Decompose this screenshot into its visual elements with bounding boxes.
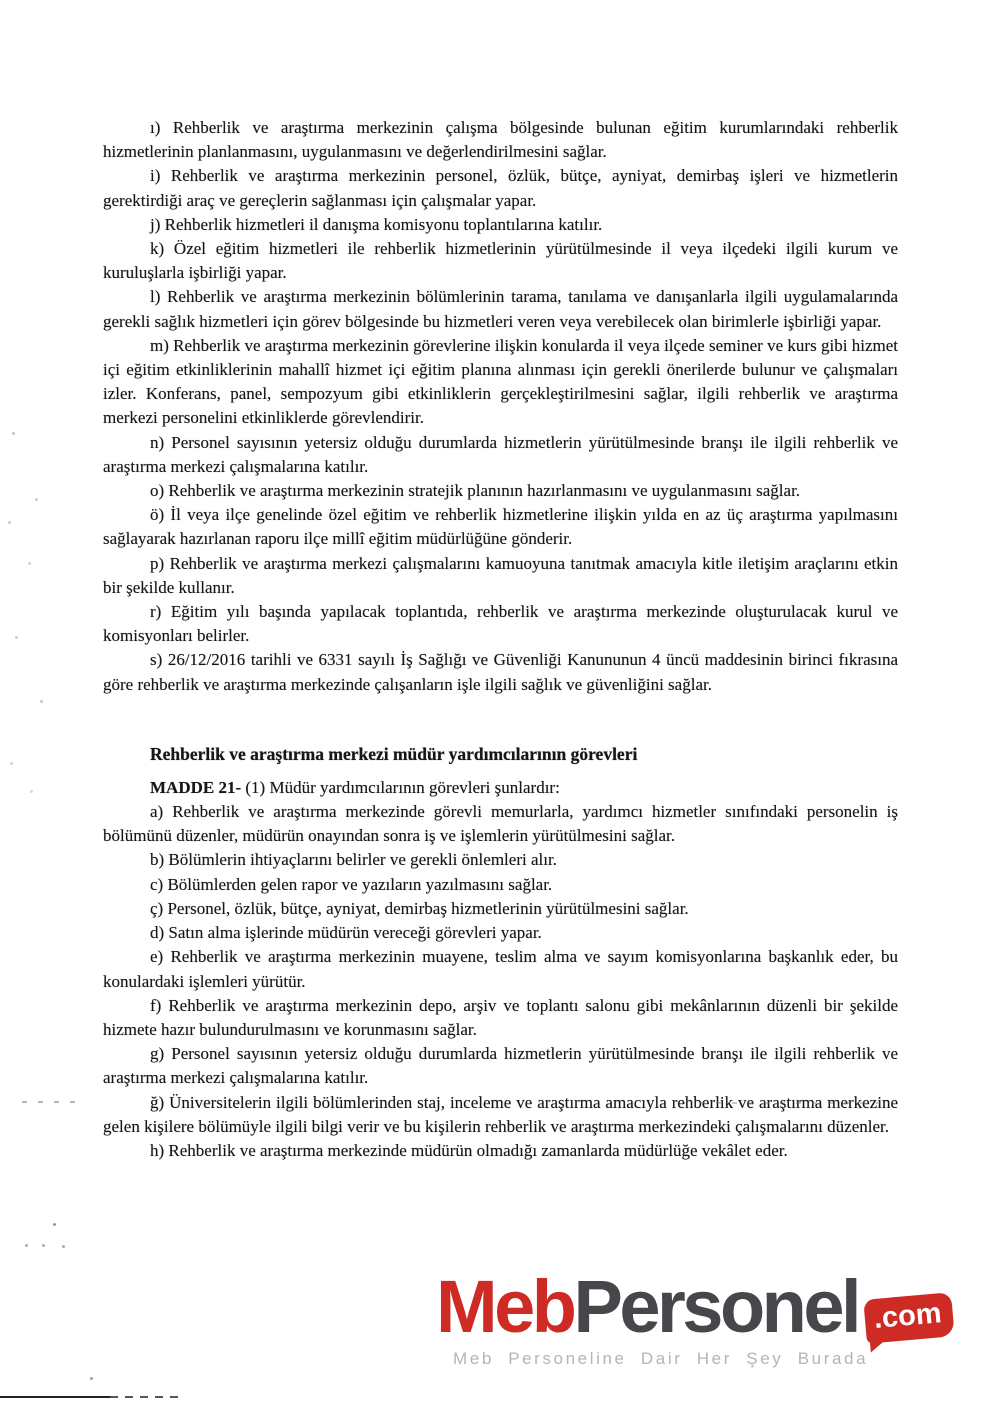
clause-j: j) Rehberlik hizmetleri il danışma komisyonu toplantılarına katılır. (150, 214, 603, 234)
article-21-label: MADDE 21- (150, 777, 242, 797)
article-21-intro (103, 776, 898, 800)
mebpersonel-logo (436, 1265, 953, 1369)
clause-i: i) Rehberlik ve araştırma merkezinin personel, özlük, bütçe, ayniyat, demirbaş işleri ve hizmetlerin gerektirdiği araç ve gereçlerin sağlanması için çalışmalar yapar. (103, 166, 898, 210)
clause-m: m) Rehberlik ve araştırma merkezinin görevlerine ilişkin konularda il veya ilçede seminer ve kurs gibi hizmet içi eğitim etkinliklerinin mahallî hizmet içi eğitim planına alınması için gerekli önerilerde bulunur ve çalışmaları izler. Konferans, panel, sempozyum gibi etkinliklerin gerçekleştirilmesini sağlar, ilgili rehberlik ve araştırma merkezi personelini etkinliklerde görevlendirir. (103, 335, 898, 428)
clause-s: s) 26/12/2016 tarihli ve 6331 sayılı İş Sağlığı ve Güvenliği Kanununun 4 üncü maddesinin birinci fıkrasına göre rehberlik ve araştırma merkezinde çalışanların işle ilgili sağlık ve güvenliğini sağlar. (103, 650, 898, 694)
com-badge: .com (863, 1292, 954, 1343)
clause-n: n) Personel sayısının yetersiz olduğu durumlarda hizmetlerin yürütülmesinde branşı ile ilgili rehberlik ve araştırma merkezi çalışmalarına katılır. (103, 432, 898, 476)
subclause-c: c) Bölümlerden gelen rapor ve yazıların yazılmasını sağlar. (150, 874, 553, 894)
section-heading: Rehberlik ve araştırma merkezi müdür yardımcılarının görevleri (150, 743, 638, 764)
subclause-g: g) Personel sayısının yetersiz olduğu durumlarda hizmetlerin yürütülmesinde branşı ile ilgili rehberlik ve araştırma merkezi çalışmalarına katılır. (103, 1044, 898, 1088)
clause-p: p) Rehberlik ve araştırma merkezi çalışmalarını kamuoyuna tanıtmak amacıyla kitle iletişim araçlarını etkin bir şekilde kullanır. (103, 553, 898, 597)
subclause-e: e) Rehberlik ve araştırma merkezinin muayene, teslim alma ve sayım komisyonlarına başkanlık eder, bu konulardaki işlemleri yürütür. (103, 947, 898, 991)
brand-personel-text: Personel (573, 1265, 859, 1348)
subclause-a: a) Rehberlik ve araştırma merkezinde görevli memurlarla, yardımcı hizmetler sınıfındaki personelin iş bölümünü düzenler, müdürün onayından sonra iş ve işlemlerin yürütülmesini sağlar. (103, 802, 898, 846)
subclause-f: f) Rehberlik ve araştırma merkezinin depo, arşiv ve toplantı salonu gibi mekânlarının düzenli bir şekilde hizmete hazır bulundurulmasını ve korunmasını sağlar. (103, 995, 898, 1039)
brand-meb-text: Meb (436, 1265, 574, 1348)
document-body (103, 116, 898, 1163)
logo-tagline: Meb Personeline Dair Her Şey Burada (453, 1349, 869, 1368)
footnote-rule (0, 1396, 110, 1398)
scan-artifact-left-dashes (22, 1101, 84, 1103)
subclause-b: b) Bölümlerin ihtiyaçlarını belirler ve gerekli önlemleri alır. (150, 850, 557, 870)
clause-k: k) Özel eğitim hizmetleri ile rehberlik hizmetlerinin yürütülmesinde il veya ilçedeki ilgili kurum ve kuruluşlarla işbirliği yapar. (103, 239, 898, 283)
clause-l: l) Rehberlik ve araştırma merkezinin bölümlerinin tarama, tanılama ve danışanlarla ilgili uygulamalarında gerekli sağlık hizmetleri için görev bölgesinde bu hizmetleri veren veya verebilecek olan birimlerle işbirliği yapar. (103, 287, 898, 331)
footnote-rule-dashes (110, 1396, 178, 1398)
mebpersonel-wordmark (436, 1265, 953, 1348)
clause-r: r) Eğitim yılı başında yapılacak toplantıda, rehberlik ve araştırma merkezinde oluşturulacak kurul ve komisyonları belirler. (103, 602, 898, 646)
clause-o-umlaut: ö) İl veya ilçe genelinde özel eğitim ve rehberlik hizmetlerine ilişkin yılda en az üç araştırma yapılmasını sağlayarak hazırlanan raporu ilçe millî eğitim müdürlüğüne gönderir. (103, 505, 898, 549)
clause-o: o) Rehberlik ve araştırma merkezinin stratejik planının hazırlanmasını ve uygulanmasını sağlar. (150, 481, 801, 501)
subclause-h: h) Rehberlik ve araştırma merkezinde müdürün olmadığı zamanlarda müdürlüğe vekâlet eder. (150, 1140, 788, 1160)
subclause-c-cedilla: ç) Personel, özlük, bütçe, ayniyat, demirbaş hizmetlerinin yürütülmesini sağlar. (150, 898, 689, 918)
article-21-intro-text: (1) Müdür yardımcılarının görevleri şunlardır: (241, 777, 560, 797)
scan-artifact-specks (0, 0, 3, 3)
subclause-g-breve: ğ) Üniversitelerin ilgili bölümlerinden staj, inceleme ve araştırma amacıyla rehberlik ve araştırma merkezine gelen kişilere bölümüyle ilgili bilgi verir ve bu kişilerin rehberlik ve araştırma merkezindeki çalışmalarını düzenler. (103, 1092, 898, 1136)
subclause-d: d) Satın alma işlerinde müdürün vereceği görevleri yapar. (150, 923, 542, 943)
clause-i-dotless: ı) Rehberlik ve araştırma merkezinin çalışma bölgesinde bulunan eğitim kurumlarındaki rehberlik hizmetlerinin planlanmasını, uygulanmasını ve değerlendirilmesini sağlar. (103, 118, 898, 162)
